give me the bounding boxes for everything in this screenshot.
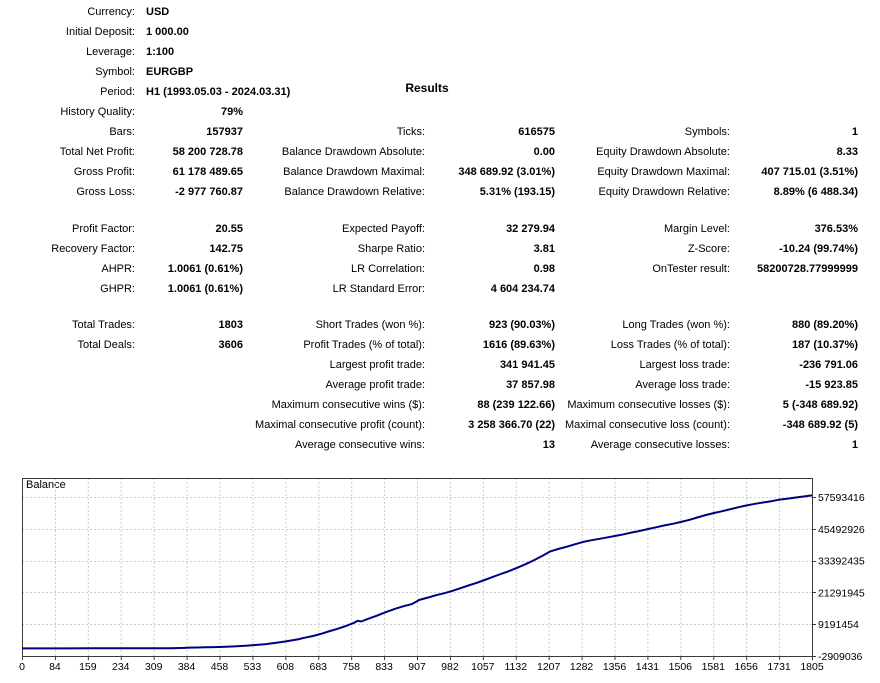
- stat-label: Total Net Profit:: [59, 146, 135, 158]
- stat-label: Gross Loss:: [76, 186, 135, 198]
- x-axis-label: 309: [144, 661, 163, 673]
- stat-label: Largest loss trade:: [639, 359, 730, 371]
- stat-label: Sharpe Ratio:: [357, 243, 425, 255]
- stat-label: Largest profit trade:: [329, 359, 425, 371]
- x-axis-label: 234: [111, 661, 130, 673]
- stat-label: Equity Drawdown Relative:: [598, 186, 730, 198]
- stat-label: Bars:: [109, 126, 135, 138]
- stat-label: Equity Drawdown Absolute:: [596, 146, 730, 158]
- stat-label: Recovery Factor:: [51, 243, 135, 255]
- stat-value: -2 977 760.87: [175, 186, 243, 198]
- x-axis-label: 833: [375, 661, 393, 673]
- balance-chart: [0, 470, 880, 683]
- y-axis-label: 21291945: [818, 587, 865, 600]
- stat-value: -348 689.92 (5): [782, 419, 858, 431]
- info-label: Leverage:: [86, 46, 135, 58]
- stat-value: 5.31% (193.15): [479, 186, 555, 198]
- stat-label: Maximal consecutive loss (count):: [564, 419, 730, 431]
- stat-value: 348 689.92 (3.01%): [458, 166, 555, 178]
- stat-label: Z-Score:: [687, 243, 730, 255]
- stat-label: Gross Profit:: [73, 166, 135, 178]
- info-label: History Quality:: [60, 106, 135, 118]
- stat-value: 4 604 234.74: [490, 283, 555, 295]
- x-axis-label: 1207: [536, 661, 561, 673]
- stat-label: GHPR:: [100, 283, 135, 295]
- y-axis-label: 33392435: [818, 555, 865, 568]
- x-axis-label: 84: [49, 661, 61, 673]
- x-axis-label: 384: [177, 661, 196, 673]
- x-axis-label: 159: [79, 661, 97, 673]
- stat-value: -15 923.85: [805, 379, 858, 391]
- info-value: USD: [146, 6, 170, 18]
- x-axis-label: 982: [441, 661, 459, 673]
- info-value: 1:100: [146, 46, 175, 58]
- x-axis-label: 1431: [635, 661, 660, 673]
- y-axis-label: 45492926: [818, 523, 865, 536]
- stat-label: Profit Factor:: [72, 223, 135, 235]
- stat-value: 1616 (89.63%): [482, 339, 555, 351]
- stat-value: 3.81: [533, 243, 555, 255]
- stat-label: Profit Trades (% of total):: [303, 339, 425, 351]
- stat-value: 616575: [518, 126, 555, 138]
- stat-label: Balance Drawdown Absolute:: [281, 146, 425, 158]
- stat-value: 5 (-348 689.92): [782, 399, 858, 411]
- stat-label: Average loss trade:: [635, 379, 730, 391]
- x-axis-label: 458: [210, 661, 229, 673]
- info-label: Period:: [100, 86, 135, 98]
- stat-label: Margin Level:: [663, 223, 730, 235]
- stat-label: Average consecutive losses:: [590, 439, 730, 451]
- stat-label: LR Correlation:: [351, 263, 425, 275]
- stat-value: 3 258 366.70 (22): [468, 419, 555, 431]
- stat-label: Balance Drawdown Relative:: [284, 186, 425, 198]
- stat-value: 8.89% (6 488.34): [773, 186, 858, 198]
- balance-chart-svg: [0, 470, 880, 683]
- x-axis-label: 1132: [504, 661, 528, 673]
- stat-label: Maximum consecutive wins ($):: [271, 399, 425, 411]
- stat-value: 61 178 489.65: [172, 166, 243, 178]
- info-label: Currency:: [87, 6, 135, 18]
- x-axis-label: 608: [276, 661, 295, 673]
- stat-value: 157937: [206, 126, 243, 138]
- x-axis-label: 683: [309, 661, 328, 673]
- info-value: 79%: [220, 106, 243, 118]
- stat-value: 0.98: [533, 263, 555, 275]
- stat-value: 341 941.45: [499, 359, 555, 371]
- stat-value: 1.0061 (0.61%): [167, 263, 243, 275]
- stat-value: 187 (10.37%): [791, 339, 858, 351]
- stat-label: Equity Drawdown Maximal:: [597, 166, 730, 178]
- x-axis-label: 1356: [602, 661, 627, 673]
- stat-value: 880 (89.20%): [791, 319, 858, 331]
- x-axis-label: 1656: [734, 661, 758, 673]
- stat-label: Balance Drawdown Maximal:: [283, 166, 425, 178]
- info-label: Initial Deposit:: [65, 26, 135, 38]
- stat-value: 1803: [218, 319, 243, 331]
- x-axis-label: 1731: [767, 661, 791, 673]
- x-axis-label: 1805: [800, 661, 824, 673]
- stat-value: -10.24 (99.74%): [779, 243, 858, 255]
- stat-label: Symbols:: [684, 126, 730, 138]
- stat-value: 88 (239 122.66): [477, 399, 555, 411]
- stat-label: Average profit trade:: [325, 379, 425, 391]
- stat-value: 58200728.77999999: [757, 263, 858, 275]
- stat-label: Total Deals:: [77, 339, 135, 351]
- x-axis-label: 533: [243, 661, 262, 673]
- stat-label: Ticks:: [396, 126, 425, 138]
- x-axis-label: 907: [408, 661, 426, 673]
- stat-value: 142.75: [209, 243, 243, 255]
- x-axis-label: 1282: [569, 661, 594, 673]
- stat-label: AHPR:: [101, 263, 135, 275]
- stat-value: 923 (90.03%): [488, 319, 555, 331]
- results-title: Results: [405, 81, 449, 95]
- stat-value: 1.0061 (0.61%): [167, 283, 243, 295]
- stat-value: -236 791.06: [799, 359, 858, 371]
- info-value: 1 000.00: [146, 26, 189, 38]
- info-label: Symbol:: [95, 66, 135, 78]
- stat-label: Maximal consecutive profit (count):: [255, 419, 425, 431]
- stat-value: 37 857.98: [506, 379, 555, 391]
- stat-value: 58 200 728.78: [172, 146, 243, 158]
- stat-value: 8.33: [836, 146, 858, 158]
- x-axis-label: 758: [342, 661, 360, 673]
- info-value: EURGBP: [146, 66, 194, 78]
- stat-value: 0.00: [533, 146, 555, 158]
- stat-value: 1: [851, 439, 858, 451]
- chart-legend-label: Balance: [26, 479, 66, 491]
- stat-label: Total Trades:: [72, 319, 135, 331]
- x-axis-label: 1057: [471, 661, 495, 673]
- y-axis-label: 9191454: [818, 619, 859, 632]
- stat-value: 1: [851, 126, 858, 138]
- stat-label: OnTester result:: [652, 263, 730, 275]
- x-axis-label: 1506: [668, 661, 693, 673]
- stat-label: Long Trades (won %):: [622, 319, 730, 331]
- stat-label: LR Standard Error:: [332, 283, 425, 295]
- stat-value: 407 715.01 (3.51%): [761, 166, 858, 178]
- stat-label: Expected Payoff:: [342, 223, 425, 235]
- y-axis-label: -2909036: [818, 651, 863, 663]
- stat-label: Short Trades (won %):: [315, 319, 425, 331]
- info-value: H1 (1993.05.03 - 2024.03.31): [146, 86, 291, 98]
- x-axis-label: 1581: [701, 661, 725, 673]
- stat-value: 13: [542, 439, 555, 451]
- stat-label: Loss Trades (% of total):: [610, 339, 730, 351]
- stat-value: 20.55: [215, 223, 243, 235]
- stat-label: Average consecutive wins:: [294, 439, 425, 451]
- x-axis-label: 0: [19, 661, 25, 673]
- stat-label: Maximum consecutive losses ($):: [567, 399, 730, 411]
- stat-value: 32 279.94: [506, 223, 555, 235]
- stat-value: 3606: [218, 339, 243, 351]
- y-axis-label: 57593416: [818, 491, 865, 504]
- stat-value: 376.53%: [814, 223, 858, 235]
